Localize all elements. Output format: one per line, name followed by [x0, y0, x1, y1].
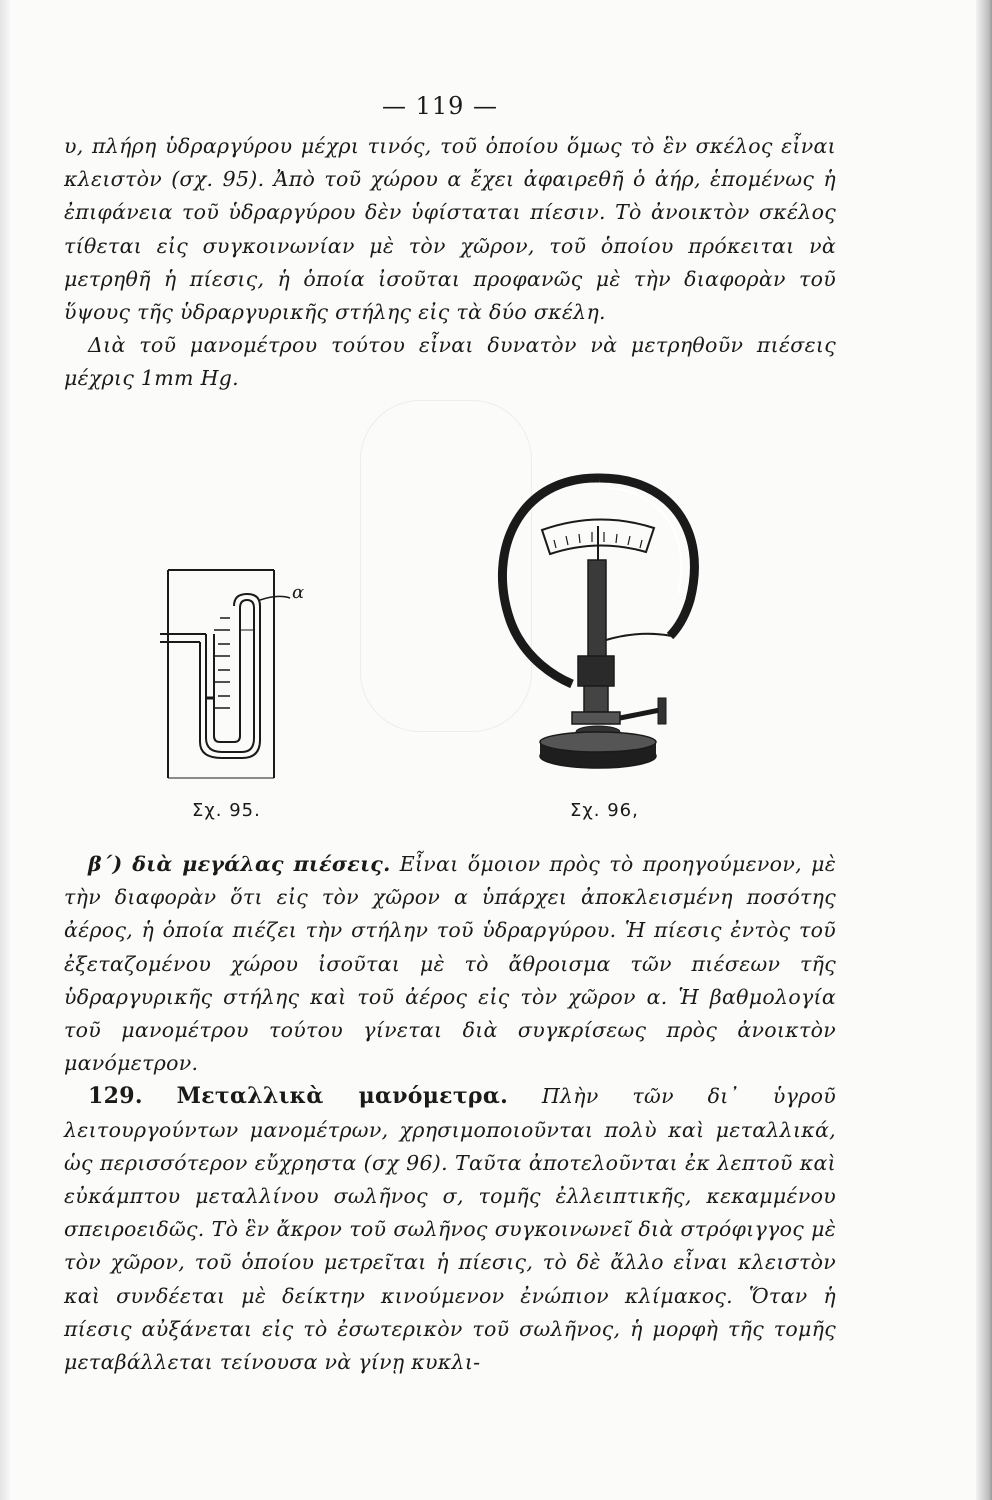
- intro-paragraph-2: Διὰ τοῦ μανομέτρου τούτου εἶναι δυνατὸν νὰ μετρηθοῦν πιέσεις μέχρις 1mm Hg.: [64, 333, 836, 391]
- figure-95-u-tube-manometer: [150, 560, 330, 790]
- figure-96-caption: Σχ. 96,: [570, 800, 639, 821]
- section-129-title: Μεταλλικὰ μανόμετρα.: [176, 1083, 509, 1110]
- lower-text: [64, 848, 836, 1379]
- page-number: — 119 —: [381, 92, 499, 120]
- section-129-number: 129.: [88, 1083, 143, 1110]
- section-b-lead: β΄) διὰ μεγάλας πιέσεις.: [88, 852, 391, 876]
- figure-96-bourdon-gauge: [480, 470, 710, 790]
- page-left-edge: [0, 0, 10, 1500]
- figure-95-label: α: [292, 582, 305, 603]
- section-b-body: Εἶναι ὅμοιον πρὸς τὸ προηγούμενον, μὲ τὴν διαφορὰν ὅτι εἰς τὸν χῶρον α ὑπάρχει ἀποκλεισμένη ποσότης ἀέρος, ἡ ὁποία πιέζει τὴν στήλην τοῦ ὑδραργύρου. Ἡ πίεσις ἐντὸς τοῦ ἐξεταζομένου χώρου ἰσοῦται μὲ τὸ ἄθροισμα τῶν πιέσεων τῆς ὑδραργυρικῆς στήλης καὶ τοῦ ἀέρος εἰς τὸν χῶρον α. Ἡ βαθμολογία τοῦ μανομέτρου τούτου γίνεται διὰ συγκρίσεως πρὸς ἀνοικτὸν μανόμετρον.: [64, 852, 836, 1076]
- page-right-edge: [976, 0, 992, 1500]
- figure-95-caption: Σχ. 95.: [192, 800, 261, 821]
- section-129-paragraph: [64, 1080, 836, 1379]
- section-129-body: Πλὴν τῶν δι᾽ ὑγροῦ λειτουργούντων μανομέτρων, χρησιμοποιοῦνται πολὺ καὶ μεταλλικά, ὡς περισσότερον εὔχρηστα (σχ 96). Ταῦτα ἀποτελοῦνται ἐκ λεπτοῦ καὶ εὐκάμπτου μεταλλίνου σωλῆνος σ, τομῆς ἐλλειπτικῆς, κεκαμμένου σπειροειδῶς. Τὸ ἓν ἄκρον τοῦ σωλῆνος συγκοινωνεῖ διὰ στρόφιγγος μὲ τὸν χῶρον, τοῦ ὁποίου μετρεῖται ἡ πίεσις, τὸ δὲ ἄλλο εἶναι κλειστὸν καὶ συνδέεται μὲ δείκτην κινούμενον ἐνώπιον κλίμακος. Ὅταν ἡ πίεσις αὐξάνεται εἰς τὸ ἐσωτερικὸν τοῦ σωλῆνος, ἡ μορφὴ τῆς τομῆς μεταβάλλεται τείνουσα νὰ γίνῃ κυκλι-: [64, 1084, 836, 1375]
- section-b-paragraph: [64, 848, 836, 1080]
- intro-text: [64, 130, 836, 396]
- intro-paragraph-1: υ, πλήρη ὑδραργύρου μέχρι τινός, τοῦ ὁποίου ὅμως τὸ ἓν σκέλος εἶναι κλειστὸν (σχ. 95). Ἀπὸ τοῦ χώρου α ἔχει ἀφαιρεθῆ ὁ ἀήρ, ἑπομένως ἡ ἐπιφάνεια τοῦ ὑδραργύρου δὲν ὑφίσταται πίεσιν. Τὸ ἀνοικτὸν σκέλος τίθεται εἰς συγκοινωνίαν μὲ τὸν χῶρον, τοῦ ὁποίου πρόκειται νὰ μετρηθῆ ἡ πίεσις, ἡ ὁποία ἰσοῦται προφανῶς μὲ τὴν διαφορὰν τοῦ ὕψους τῆς ὑδραργυρικῆς στήλης εἰς τὰ δύο σκέλη.: [64, 134, 836, 325]
